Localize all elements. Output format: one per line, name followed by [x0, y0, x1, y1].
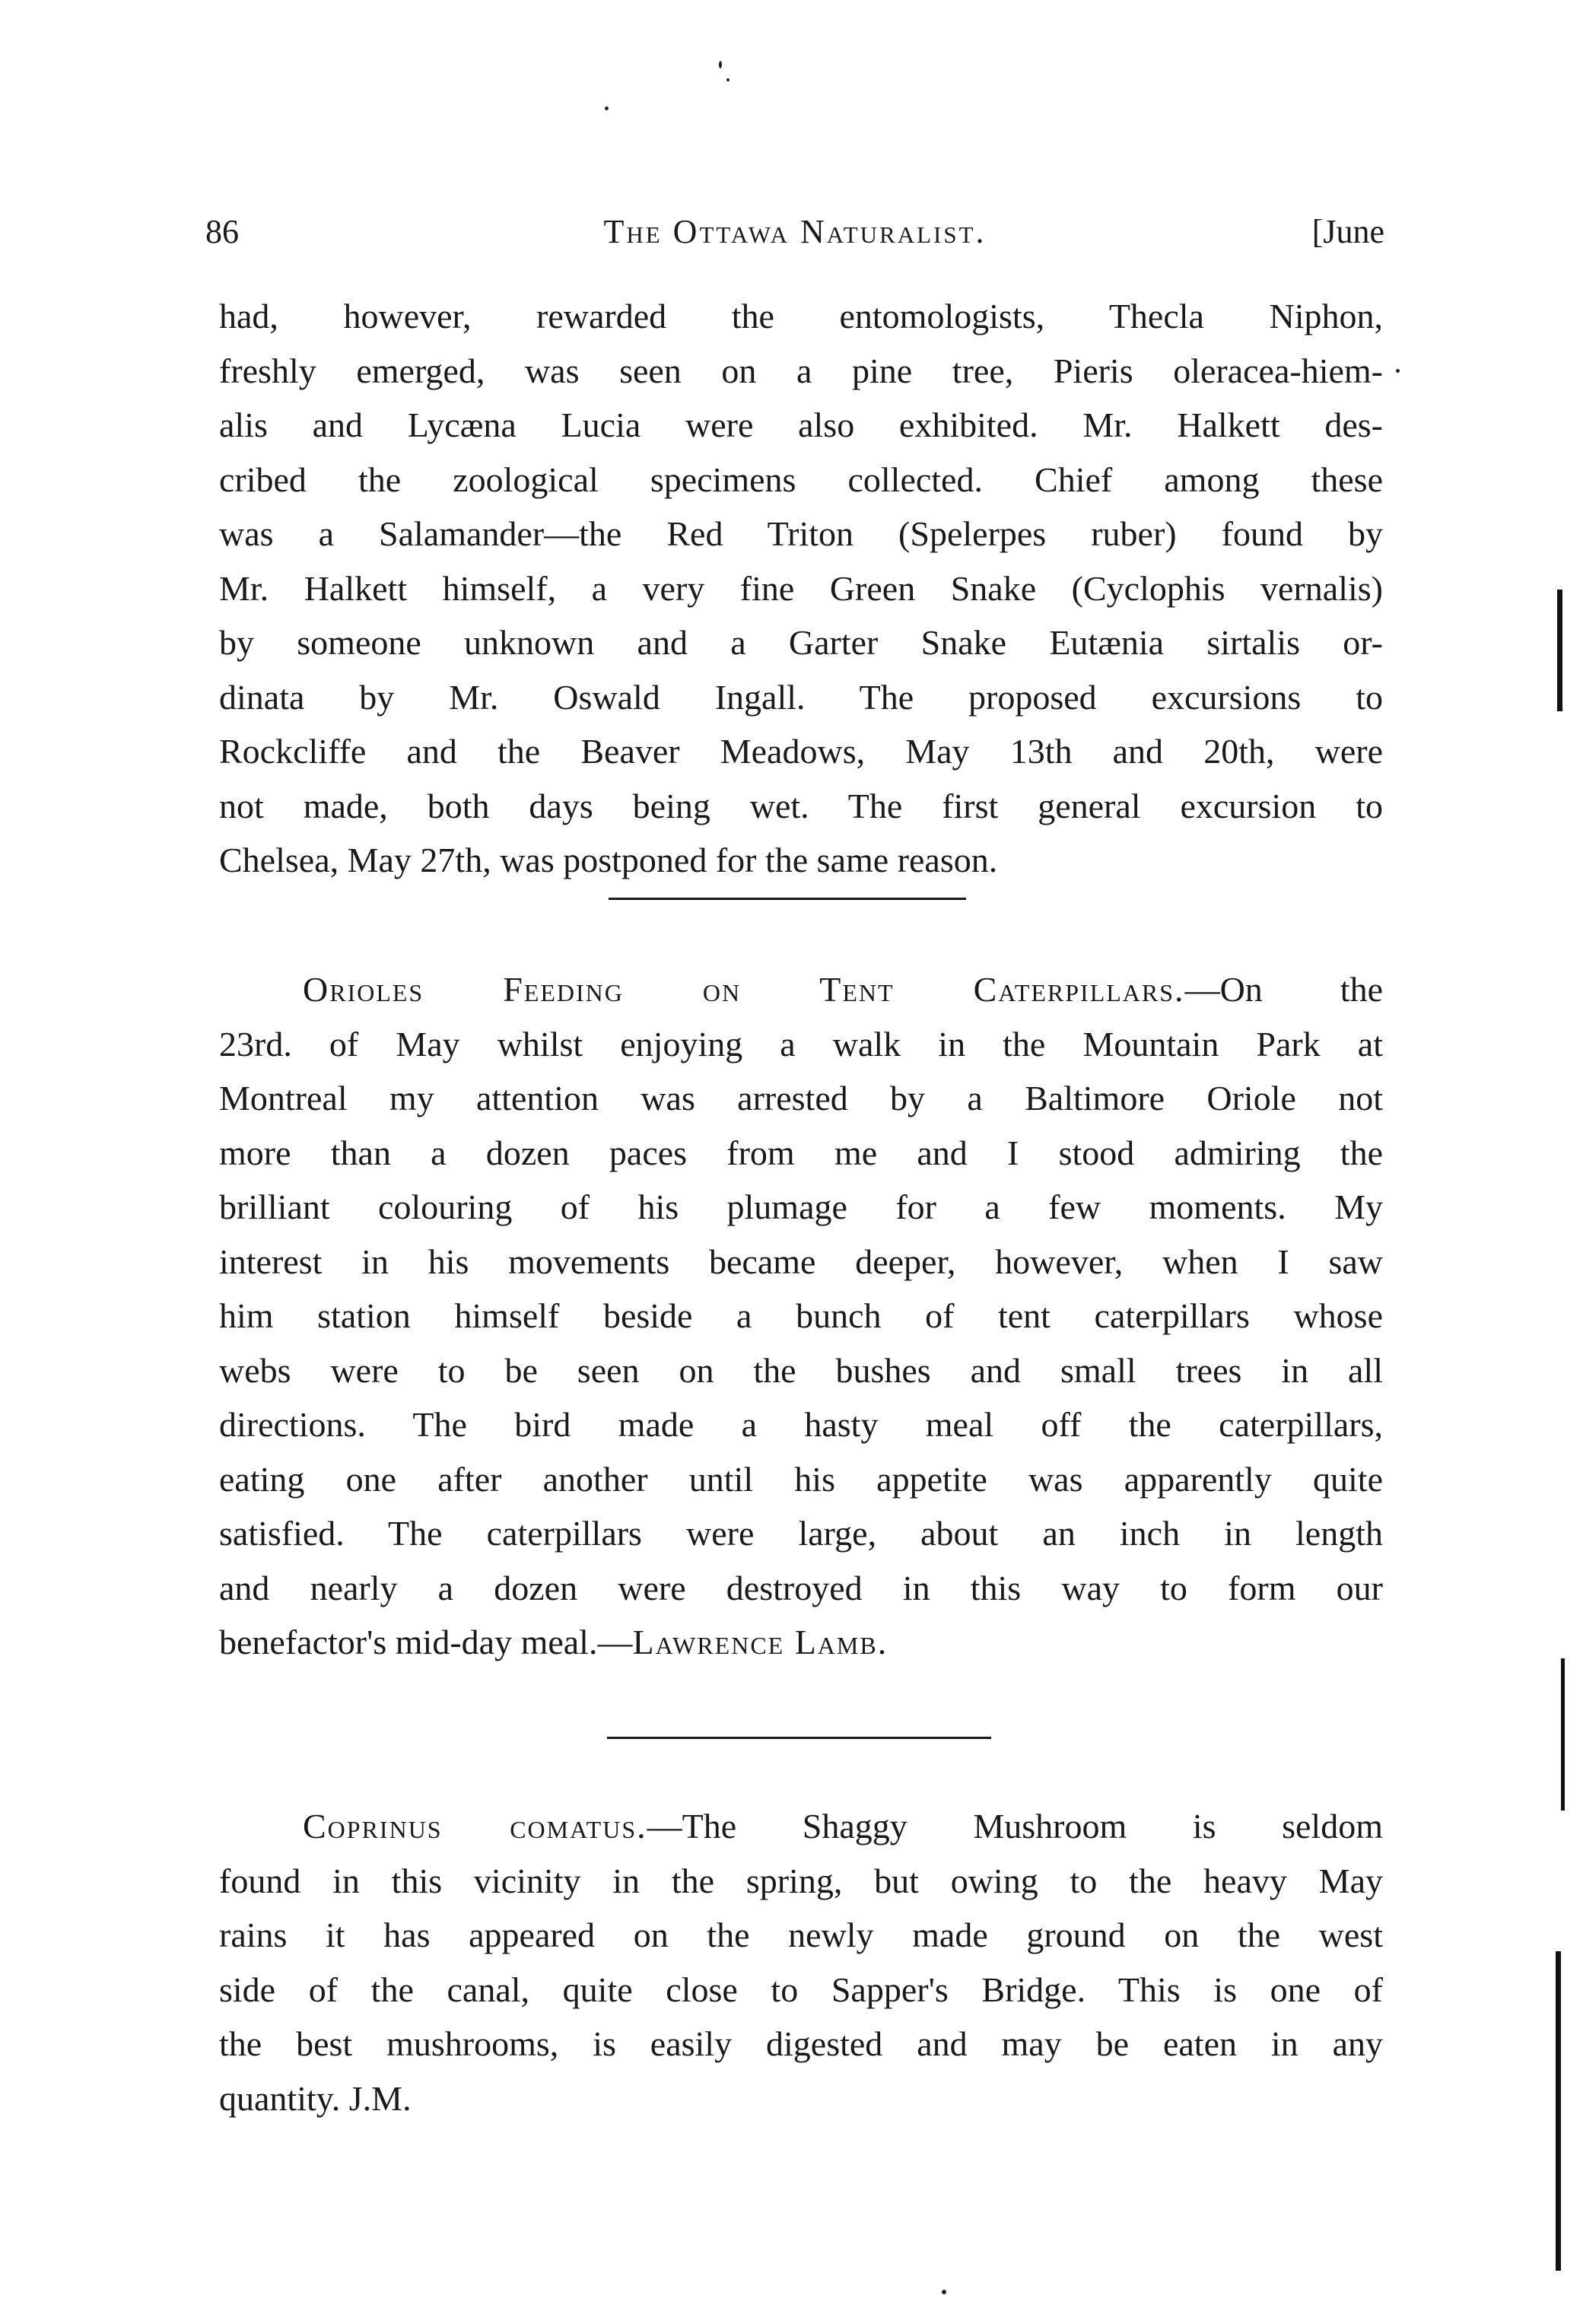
text-run: —The Shaggy Mushroom is seldom	[647, 1807, 1383, 1846]
text-line: Chelsea, May 27th, was postponed for the same reason.	[219, 841, 998, 879]
margin-scan-mark	[1561, 1658, 1565, 1811]
text-line: by someone unknown and a Garter Snake Eutænia sirtalis or-	[219, 623, 1383, 662]
section-divider	[607, 1737, 991, 1739]
text-line: him station himself beside a bunch of tent caterpillars whose	[219, 1296, 1383, 1335]
text-line: interest in his movements became deeper, however, when I saw	[219, 1241, 1383, 1281]
section-divider	[609, 898, 966, 900]
article-continuation	[219, 289, 1383, 888]
text-run: —On the	[1184, 970, 1383, 1009]
text-line: alis and Lycæna Lucia were also exhibited. Mr. Halkett des-	[219, 405, 1383, 444]
issue-month: [June	[1311, 213, 1384, 250]
text-line: quantity. J.M.	[219, 2078, 412, 2118]
text-line: webs were to be seen on the bushes and small trees in all	[219, 1350, 1383, 1390]
text-line: had, however, rewarded the entomologists, Thecla Niphon,	[219, 297, 1383, 335]
text-line: the best mushrooms, is easily digested and may be eaten in any	[219, 2024, 1383, 2063]
author-signature: Lawrence Lamb.	[632, 1623, 888, 1661]
text-line: brilliant colouring of his plumage for a few moments. My	[219, 1187, 1383, 1226]
text-line	[219, 1615, 1383, 1670]
journal-title: The Ottawa Naturalist.	[603, 213, 987, 250]
text-line: was a Salamander—the Red Triton (Spelerpes ruber) found by	[219, 514, 1383, 553]
section-heading: Coprinus comatus.	[303, 1807, 647, 1846]
text-line: not made, both days being wet. The first general excursion to	[219, 786, 1383, 825]
text-line: satisfied. The caterpillars were large, about an inch in length	[219, 1514, 1383, 1553]
text-line: freshly emerged, was seen on a pine tree, Pieris oleracea-hiem-	[219, 351, 1383, 390]
orioles-note	[219, 962, 1383, 1670]
text-line: Rockcliffe and the Beaver Meadows, May 13th and 20th, were	[219, 732, 1383, 771]
margin-scan-mark	[1556, 1951, 1561, 2271]
scan-speck	[1396, 369, 1400, 373]
scan-speck	[605, 107, 609, 110]
text-line: and nearly a dozen were destroyed in this way to form our	[219, 1568, 1383, 1607]
text-line	[219, 962, 1383, 1017]
text-line: rains it has appeared on the newly made ground on the west	[219, 1915, 1383, 1954]
text-line: Mr. Halkett himself, a very fine Green Snake (Cyclophis vernalis)	[219, 568, 1383, 608]
text-line: eating one after another until his appetite was apparently quite	[219, 1459, 1383, 1499]
text-line: side of the canal, quite close to Sapper's Bridge. This is one of	[219, 1970, 1383, 2009]
text-run: benefactor's mid-day meal.—	[219, 1623, 633, 1661]
text-line: dinata by Mr. Oswald Ingall. The proposed excursions to	[219, 677, 1383, 717]
text-line	[219, 1799, 1383, 1854]
section-heading: Orioles Feeding on Tent Caterpillars.	[303, 970, 1185, 1009]
text-line: cribed the zoological specimens collected. Chief among these	[219, 459, 1383, 499]
scan-speck	[726, 78, 730, 81]
running-header	[205, 205, 1384, 259]
text-line: directions. The bird made a hasty meal off the caterpillars,	[219, 1405, 1383, 1444]
scan-speck	[942, 2290, 946, 2294]
text-line: 23rd. of May whilst enjoying a walk in the Mountain Park at	[219, 1024, 1383, 1063]
text-line: found in this vicinity in the spring, but owing to the heavy May	[219, 1861, 1383, 1900]
scan-speck	[719, 61, 722, 68]
page-number: 86	[205, 213, 239, 250]
margin-scan-mark	[1557, 590, 1562, 711]
text-line: Montreal my attention was arrested by a Baltimore Oriole not	[219, 1079, 1383, 1117]
text-line: more than a dozen paces from me and I stood admiring the	[219, 1133, 1383, 1172]
coprinus-note	[219, 1799, 1383, 2125]
